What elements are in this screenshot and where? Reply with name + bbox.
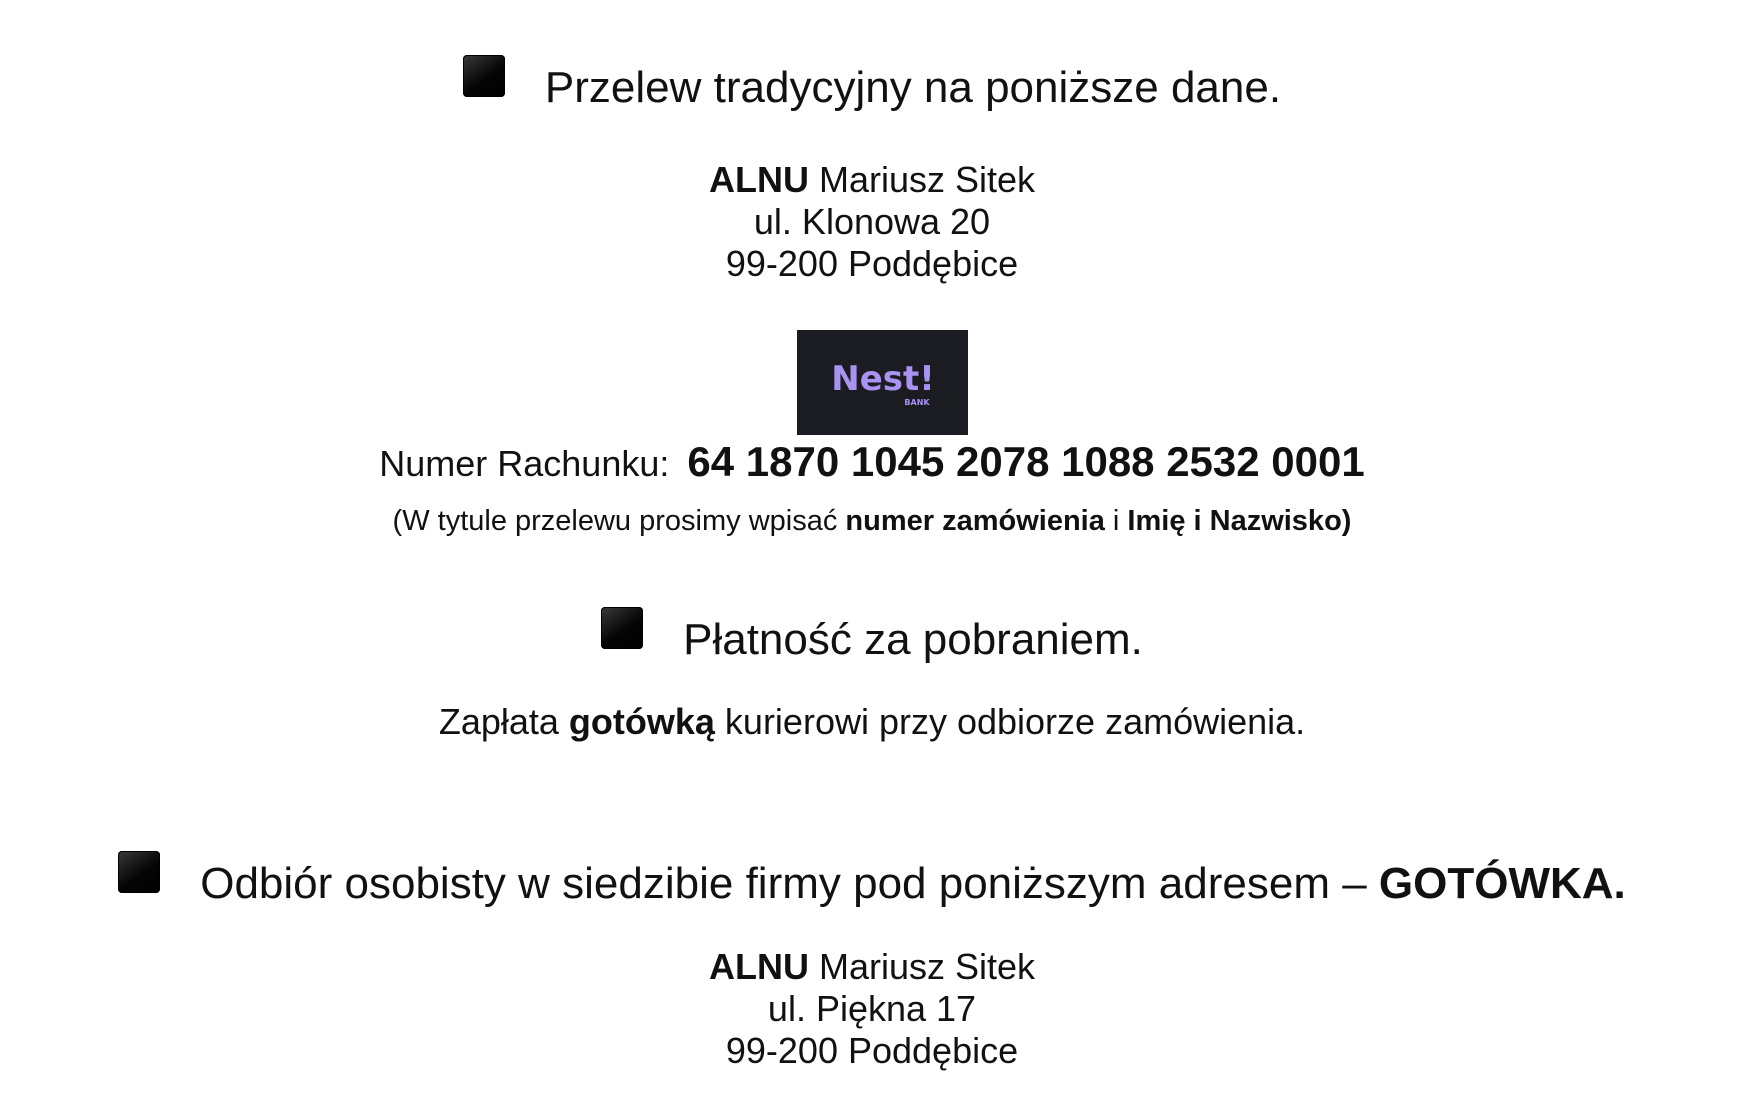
note-name: Imię i Nazwisko) xyxy=(1127,505,1352,537)
cod-description xyxy=(0,700,1744,744)
cod-desc-prefix: Zapłata xyxy=(438,701,569,742)
account-label: Numer Rachunku: xyxy=(379,443,670,484)
pickup-city: 99-200 Poddębice xyxy=(725,1030,1019,1071)
transfer-heading-text: Przelew tradycyjny na poniższe dane. xyxy=(544,63,1282,112)
note-prefix: (W tytule przelewu prosimy wpisać xyxy=(392,505,846,537)
square-bullet-icon xyxy=(601,607,643,649)
bank-logo-text: Nest! xyxy=(830,358,935,399)
transfer-company-line xyxy=(0,159,1744,201)
pickup-street: ul. Piękna 17 xyxy=(767,988,977,1029)
nest-bank-logo-icon xyxy=(823,353,943,413)
account-line xyxy=(0,436,1744,490)
pickup-heading-prefix: Odbiór osobisty w siedzibie firmy pod poniższym adresem – xyxy=(200,859,1379,908)
transfer-company-bold: ALNU xyxy=(708,159,809,200)
cod-desc-suffix: kurierowi przy odbiorze zamówienia. xyxy=(714,701,1306,742)
cod-heading xyxy=(0,614,1744,666)
pickup-company-bold: ALNU xyxy=(708,946,809,987)
transfer-company-rest: Mariusz Sitek xyxy=(808,159,1036,200)
square-bullet-icon xyxy=(463,55,505,97)
pickup-company-rest: Mariusz Sitek xyxy=(808,946,1036,987)
note-order-number: numer zamówienia xyxy=(845,505,1105,537)
cod-desc-bold: gotówką xyxy=(568,701,715,742)
account-number: 64 1870 1045 2078 1088 2532 0001 xyxy=(687,438,1365,485)
square-bullet-icon xyxy=(118,851,160,893)
transfer-note xyxy=(0,503,1744,539)
transfer-street: ul. Klonowa 20 xyxy=(753,201,991,242)
transfer-address xyxy=(0,159,1744,285)
nest-bank-logo xyxy=(797,330,968,435)
pickup-address xyxy=(0,946,1744,1072)
bank-logo-subtext: BANK xyxy=(903,397,930,407)
pickup-heading-bold: GOTÓWKA. xyxy=(1378,859,1626,908)
transfer-city: 99-200 Poddębice xyxy=(725,243,1019,284)
note-mid: i xyxy=(1104,505,1128,537)
cod-heading-text: Płatność za pobraniem. xyxy=(683,615,1143,664)
pickup-heading-text xyxy=(200,858,1626,910)
transfer-heading xyxy=(0,62,1744,114)
pickup-company-line xyxy=(0,946,1744,988)
pickup-heading xyxy=(0,858,1744,910)
